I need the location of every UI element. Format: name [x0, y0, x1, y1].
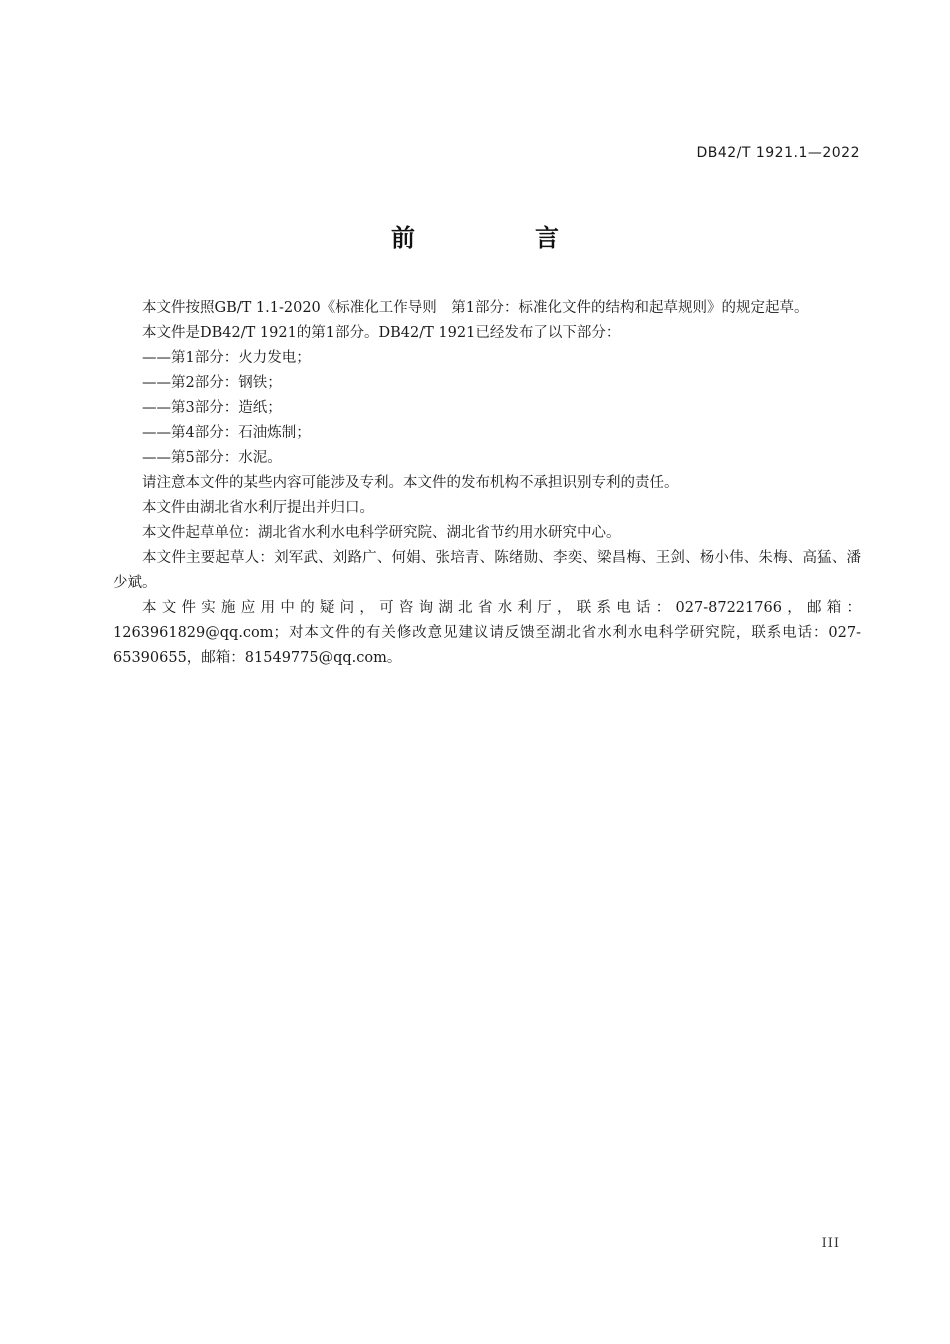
- list-item-part-5: ——第5部分：水泥。: [142, 450, 282, 466]
- paragraph-patent-notice: 请注意本文件的某些内容可能涉及专利。本文件的发布机构不承担识别专利的责任。: [142, 475, 679, 491]
- list-item-part-3: ——第3部分：造纸；: [142, 400, 282, 416]
- paragraph-contact-info: 本文件实施应用中的疑问，可咨询湖北省水利厅，联系电话：027-87221766，邮箱：1263961829@qq.com；对本文件的有关修改意见建议请反馈至湖北省水利水电科学研究院，联系电话：027-65390655，邮箱：81549775@qq.com。: [113, 600, 861, 666]
- list-item-part-1: ——第1部分：火力发电；: [142, 350, 311, 366]
- document-code: DB42/T 1921.1—2022: [696, 145, 860, 161]
- page-title: 前 言: [391, 224, 607, 252]
- paragraph-series-intro: 本文件是DB42/T 1921的第1部分。DB42/T 1921已经发布了以下部分：: [142, 325, 621, 341]
- list-item-part-4: ——第4部分：石油炼制；: [142, 425, 311, 441]
- paragraph-drafters: 本文件主要起草人：刘军武、刘路广、何娟、张培青、陈绪勋、李奕、梁昌梅、王剑、杨小伟、朱梅、高猛、潘少斌。: [113, 550, 861, 591]
- foreword-body: [113, 296, 861, 671]
- paragraph-proposer: 本文件由湖北省水利厅提出并归口。: [142, 500, 374, 516]
- list-item-part-2: ——第2部分：钢铁；: [142, 375, 282, 391]
- page-number: III: [821, 1236, 840, 1251]
- paragraph-drafting-units: 本文件起草单位：湖北省水利水电科学研究院、湖北省节约用水研究中心。: [142, 525, 621, 541]
- paragraph-drafting-rules: 本文件按照GB/T 1.1-2020《标准化工作导则 第1部分：标准化文件的结构和起草规则》的规定起草。: [142, 300, 809, 316]
